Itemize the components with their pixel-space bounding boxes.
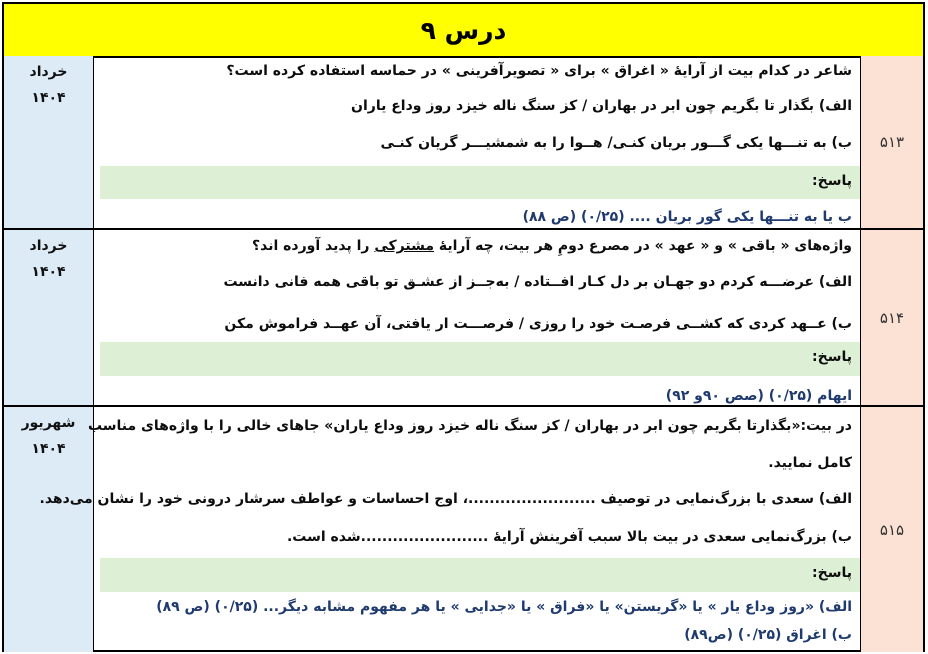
exam-date-cell (4, 230, 94, 405)
question-content (94, 56, 860, 228)
question-number: ۵۱۳ (879, 133, 905, 151)
lesson-title: درس ۹ (420, 15, 507, 45)
exam-month: خرداد (29, 238, 68, 254)
answer-label-strip (100, 558, 860, 592)
answer-label: پاسخ: (812, 349, 852, 365)
question-number-cell (860, 230, 923, 405)
option-b: ب) بزرگ‌نمایی سعدی در بیت بالا سبب آفرینش آرایهٔ ........................شده است. (286, 529, 852, 545)
question-prompt: شاعر در کدام بیت از آرایهٔ « اغراق » برای « تصویرآفرینی » در حماسه استفاده کرده است؟ (226, 63, 852, 79)
answer-label: پاسخ: (812, 173, 852, 189)
answer-text-a: الف) «روز وداع یار » یا «گریستن» یا «فراق » یا «جدایی » یا هر مفهوم مشابه دیگر... (۰/۲۵) (ص ۸۹) (156, 599, 852, 615)
lesson-title-bar (4, 4, 923, 58)
exam-year: ۱۴۰۴ (31, 90, 66, 106)
exam-year: ۱۴۰۴ (31, 264, 66, 280)
option-a: الف) بگذار تا بگریم چون ابر در بهاران / کز سنگ ناله خیزد روز وداع یاران (351, 98, 852, 114)
option-a: الف) عرضـــه کردم دو جهـان بر دل کـار افــتاده / به‌جــز از عشـق تو باقی همه فانی دانست (223, 274, 852, 290)
question-prompt (100, 238, 852, 254)
exam-month: خرداد (29, 64, 68, 80)
question-row-513 (4, 56, 923, 230)
question-number-cell (860, 56, 923, 228)
exam-date-cell (4, 407, 94, 652)
question-prompt-line-2: کامل نمایید. (768, 455, 852, 471)
question-number: ۵۱۵ (879, 520, 905, 539)
answer-text: ایهام (۰/۲۵) (صص ۹۰و ۹۲) (665, 388, 852, 404)
exam-month: شهریور (21, 415, 76, 431)
option-b: ب) به تنـــها یکی گـــور بریان کنـی/ هــوا را به شمشیـــر گریان کنـی (380, 135, 852, 151)
question-row-514 (4, 230, 923, 407)
question-number-cell (860, 407, 923, 652)
question-content (94, 230, 860, 405)
question-number: ۵۱۴ (879, 308, 905, 327)
prompt-part-1: واژه‌های « باقی » و « عهد » در مصرع دومِ هر بیت، چه آرایهٔ (434, 238, 852, 254)
question-prompt-line-1: در بیت:«بگذارتا بگریم چون ابر در بهاران / کز سنگ ناله خیزد روز وداع یاران» جاهای خالی را با واژه‌های مناسب (87, 418, 852, 434)
answer-label-strip (100, 342, 860, 376)
answer-text: ب یا به تنـــها یکی گور بریان .... (۰/۲۵) (ص ۸۸) (522, 209, 852, 225)
option-b: ب) عــهد کردی که کشــی فرصـت خود را روزی / فرصـــت ار یافتی، آن عهــد فراموش مکن (224, 316, 852, 332)
exam-date-cell (4, 56, 94, 228)
answer-label: پاسخ: (812, 565, 852, 581)
prompt-underlined-word: مشترکی (374, 238, 435, 254)
answer-label-strip (100, 166, 860, 199)
lesson-sheet (2, 2, 925, 652)
option-a: الف) سعدی با بزرگ‌نمایی در توصیف ........................، اوج احساسات و عواطف سرشار درونی خود را نشان می‌دهد. (39, 491, 852, 507)
prompt-part-2: را پدید آورده اند؟ (252, 238, 375, 254)
answer-text-b: ب) اغراق (۰/۲۵) (ص۸۹) (684, 627, 852, 643)
exam-year: ۱۴۰۴ (31, 441, 66, 457)
question-row-515 (4, 407, 923, 652)
